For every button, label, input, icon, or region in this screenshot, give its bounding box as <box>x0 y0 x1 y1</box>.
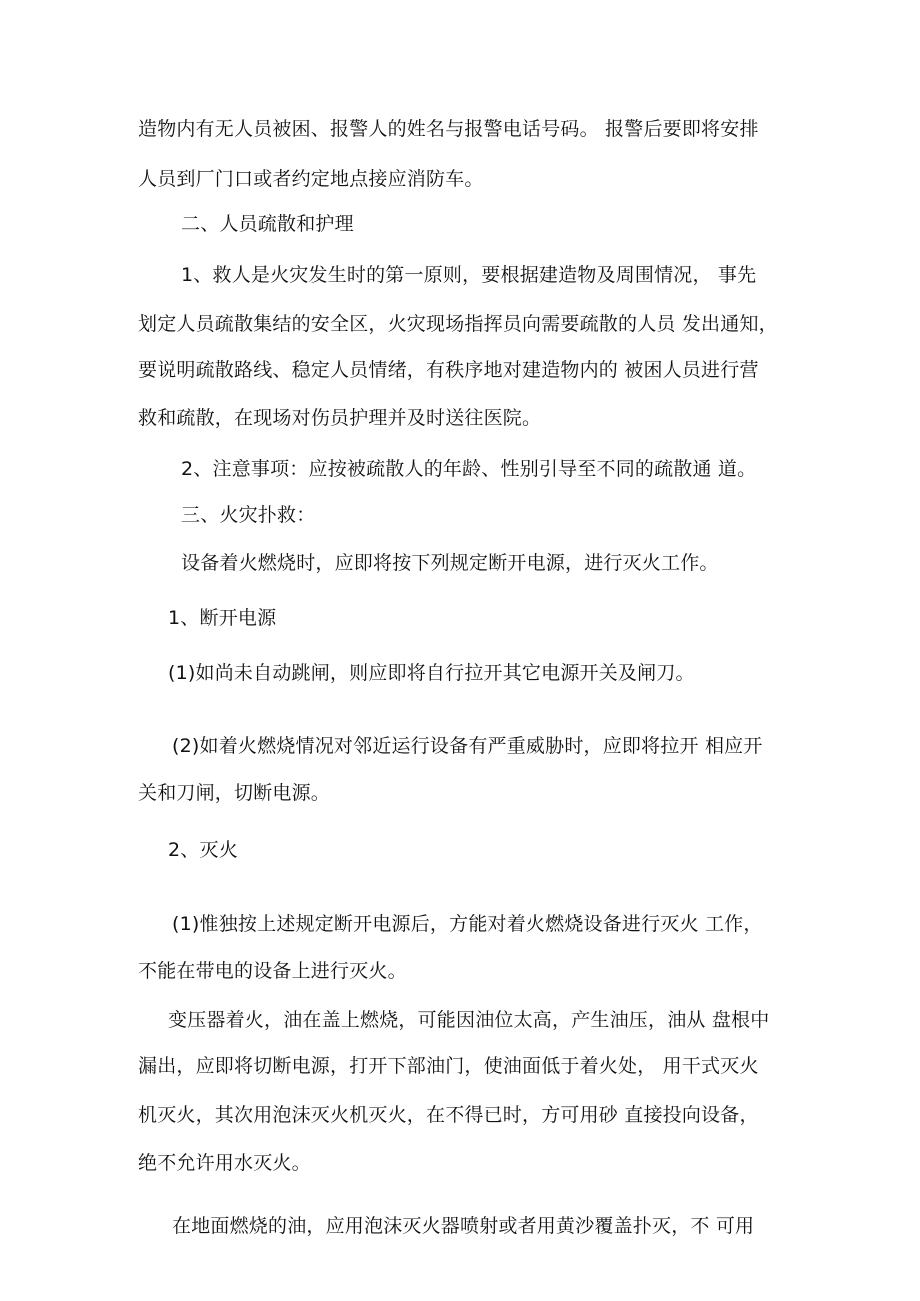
text-line: 不能在带电的设备上进行灭火。 <box>138 960 407 982</box>
text-line: 绝不允许用水灭火。 <box>138 1152 311 1174</box>
text-line: 要说明疏散路线、稳定人员情绪，有秩序地对建造物内的 被困人员进行营 <box>138 359 759 381</box>
text-line: 救和疏散，在现场对伤员护理并及时送往医院。 <box>138 407 542 429</box>
text-line: (1)惟独按上述规定断开电源后，方能对着火燃烧设备进行灭火 工作， <box>172 913 763 935</box>
text-line: 漏出，应即将切断电源，打开下部油门，使油面低于着火处， 用干式灭火 <box>138 1055 759 1077</box>
text-line: 变压器着火，油在盖上燃烧，可能因油位太高，产生油压，油从 盘根中 <box>168 1009 770 1031</box>
text-line: (1)如尚未自动跳闸，则应即将自行拉开其它电源开关及闸刀。 <box>168 662 695 684</box>
text-line: 设备着火燃烧时，应即将按下列规定断开电源，进行灭火工作。 <box>181 552 719 574</box>
text-line: 划定人员疏散集结的安全区，火灾现场指挥员向需要疏散的人员 发出通知， <box>138 313 778 335</box>
section-heading: 三、火灾扑救： <box>181 504 316 526</box>
text-line: 2、注意事项：应按被疏散人的年龄、性别引导至不同的疏散通 道。 <box>181 458 757 480</box>
text-line: 关和刀闸，切断电源。 <box>138 782 331 804</box>
subsection-heading: 1、断开电源 <box>168 607 277 629</box>
text-line: 人员到厂门口或者约定地点接应消防车。 <box>138 168 484 190</box>
text-line: (2)如着火燃烧情况对邻近运行设备有严重威胁时，应即将拉开 相应开 <box>172 735 763 757</box>
subsection-heading: 2、灭火 <box>168 839 238 861</box>
text-line: 造物内有无人员被困、报警人的姓名与报警电话号码。 报警后要即将安排 <box>138 118 759 140</box>
text-line: 机灭火，其次用泡沫灭火机灭火，在不得已时，方可用砂 直接投向设备， <box>138 1104 759 1126</box>
section-heading: 二、人员疏散和护理 <box>181 213 354 235</box>
text-line: 1、救人是火灾发生时的第一原则，要根据建造物及周围情况， 事先 <box>181 264 757 286</box>
text-line: 在地面燃烧的油，应用泡沫灭火器喷射或者用黄沙覆盖扑灭，不 可用 <box>172 1215 755 1237</box>
